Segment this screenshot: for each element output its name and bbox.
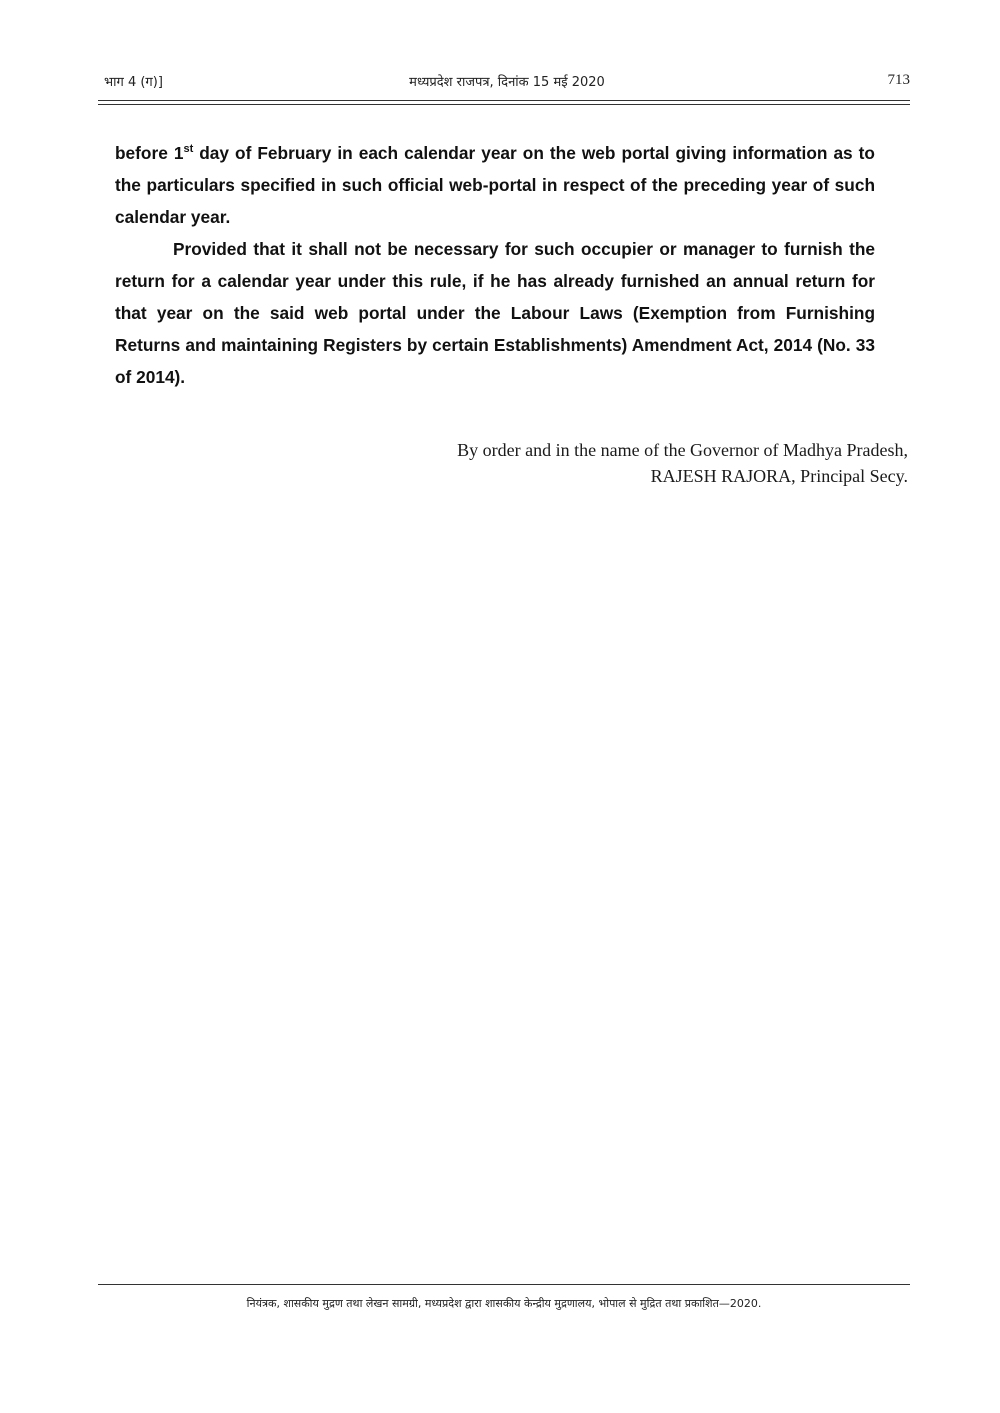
gazette-part: भाग 4 (ग)] — [104, 75, 163, 90]
para1-start: before 1 — [115, 143, 184, 163]
page-header — [104, 72, 910, 96]
body-text — [115, 137, 875, 393]
paragraph-1 — [115, 137, 875, 233]
paragraph-proviso: Provided that it shall not be necessary for such occupier or manager to furnish the return for a calendar year under this rule, if he has already furnished an annual return for that year on the said web portal under the Labour Laws (Exemption from Furnishing Returns and maintaining Registers by certain Establishments) Amendment Act, 2014 (No. 33 of 2014). — [115, 239, 875, 387]
header-rule-thin — [98, 104, 910, 105]
footer-rule — [98, 1284, 910, 1285]
gazette-title: मध्यप्रदेश राजपत्र, दिनांक 15 मई 2020 — [409, 75, 605, 90]
page-footer: नियंत्रक, शासकीय मुद्रण तथा लेखन सामग्री, मध्यप्रदेश द्वारा शासकीय केन्द्रीय मुद्रणालय, भोपाल से मुद्रित तथा प्रकाशित—2020. — [246, 1297, 762, 1310]
para1-rest: day of February in each calendar year on the web portal giving information as to the particulars specified in such official web-portal in respect of the preceding year of such calendar year. — [115, 143, 875, 227]
signature-name: RAJESH RAJORA, Principal Secy. — [650, 466, 908, 486]
signature-block — [457, 437, 908, 489]
page-number: 713 — [887, 72, 910, 88]
header-rule-thick — [98, 100, 910, 101]
ordinal-superscript: st — [183, 143, 194, 155]
signature-authority: By order and in the name of the Governor of Madhya Pradesh, — [457, 440, 908, 460]
